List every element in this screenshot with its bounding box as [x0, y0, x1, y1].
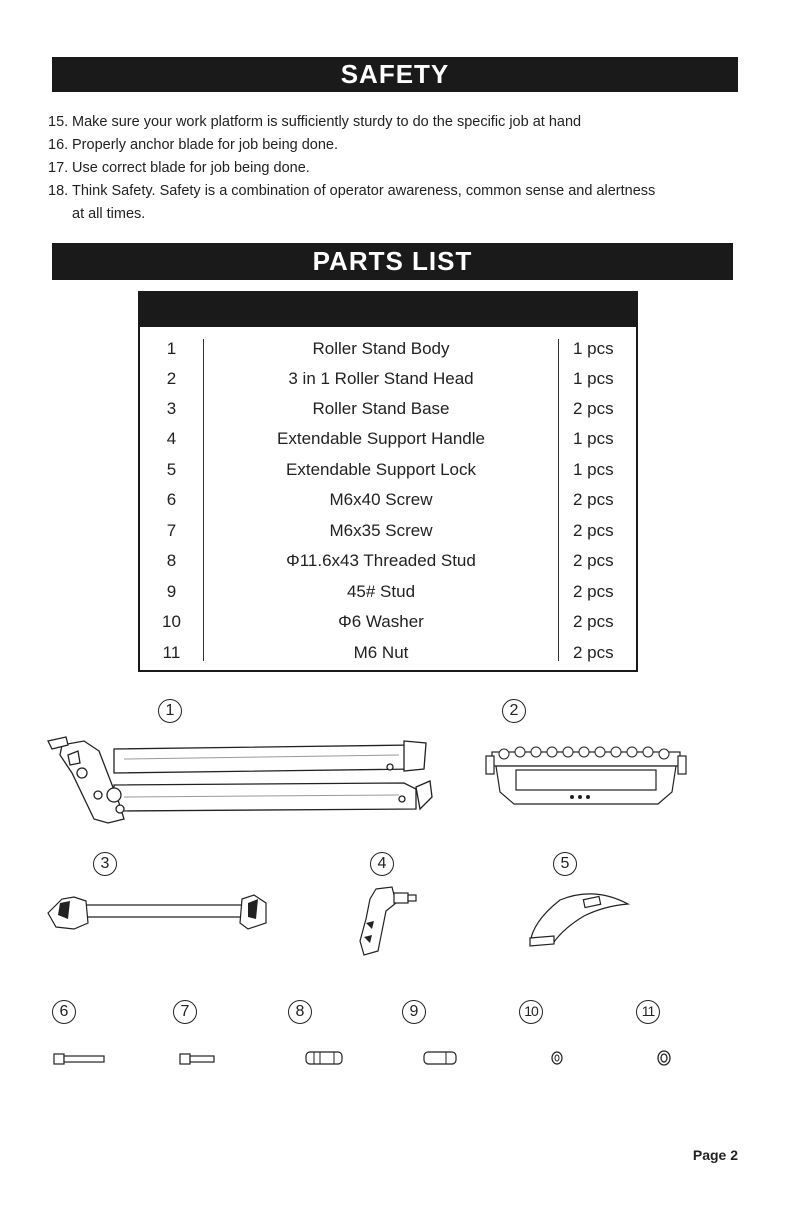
part-qty: 2 pcs	[573, 490, 614, 509]
page-number: Page 2	[692, 1147, 738, 1163]
part-qty: 1 pcs	[573, 339, 614, 358]
table-row	[140, 369, 636, 399]
roller-stand-base-drawing	[44, 893, 272, 935]
safety-list	[48, 111, 728, 226]
part-name: 3 in 1 Roller Stand Head	[288, 369, 474, 388]
item-text: Use correct blade for job being done.	[72, 160, 310, 176]
part-name: Roller Stand Base	[312, 399, 450, 418]
part-number: 4	[166, 429, 177, 448]
item-number: 17.	[48, 160, 69, 176]
safety-item-17	[48, 157, 728, 180]
item-text: Think Safety. Safety is a combination of operator awareness, common sense and alertness at all times.	[72, 183, 656, 222]
callout-8: 8	[288, 1000, 312, 1024]
part-number: 8	[166, 551, 177, 570]
m6x35-screw-drawing	[178, 1052, 216, 1066]
table-row	[140, 429, 636, 459]
part-qty: 2 pcs	[573, 399, 614, 418]
part-number: 2	[166, 369, 177, 388]
part-name: 45# Stud	[346, 582, 416, 601]
part-name: M6x40 Screw	[329, 490, 433, 509]
callout-3: 3	[93, 852, 117, 876]
safety-item-18	[48, 180, 728, 226]
roller-stand-head-drawing	[482, 742, 690, 818]
callout-1: 1	[158, 699, 182, 723]
item-text: Properly anchor blade for job being done.	[72, 137, 339, 153]
callout-6: 6	[52, 1000, 76, 1024]
callout-7: 7	[173, 1000, 197, 1024]
part-number: 6	[166, 490, 177, 509]
support-lock-drawing	[524, 888, 634, 948]
callout-5: 5	[553, 852, 577, 876]
part-name: Φ11.6x43 Threaded Stud	[286, 551, 476, 570]
threaded-stud-drawing	[302, 1048, 346, 1068]
part-number: 5	[166, 460, 177, 479]
part-name: Φ6 Washer	[338, 612, 424, 631]
part-name: Roller Stand Body	[312, 339, 450, 358]
part-name: Extendable Support Handle	[277, 429, 485, 448]
part-number: 3	[166, 399, 177, 418]
item-number: 16.	[48, 137, 69, 153]
callout-11: 11	[636, 1000, 660, 1024]
item-number: 15.	[48, 114, 69, 130]
table-row	[140, 460, 636, 490]
stud-45-drawing	[420, 1048, 460, 1068]
table-header-bar	[140, 293, 636, 327]
support-handle-drawing	[352, 883, 424, 958]
table-row	[140, 643, 636, 673]
part-qty: 2 pcs	[573, 582, 614, 601]
part-qty: 2 pcs	[573, 643, 614, 662]
table-row	[140, 521, 636, 551]
part-number: 9	[166, 582, 177, 601]
m6x40-screw-drawing	[52, 1052, 106, 1066]
table-row	[140, 612, 636, 642]
part-qty: 1 pcs	[573, 460, 614, 479]
table-row	[140, 339, 636, 369]
part-number: 7	[166, 521, 177, 540]
table-row	[140, 399, 636, 429]
safety-item-15	[48, 111, 728, 134]
table-row	[140, 490, 636, 520]
callout-2: 2	[502, 699, 526, 723]
part-qty: 1 pcs	[573, 429, 614, 448]
part-qty: 2 pcs	[573, 551, 614, 570]
callout-4: 4	[370, 852, 394, 876]
washer-drawing	[550, 1050, 564, 1066]
part-number: 11	[162, 643, 181, 662]
item-number: 18.	[48, 183, 69, 199]
safety-banner: SAFETY	[52, 57, 738, 92]
safety-item-16	[48, 134, 728, 157]
table-row	[140, 582, 636, 612]
part-qty: 2 pcs	[573, 521, 614, 540]
part-number: 1	[166, 339, 177, 358]
part-qty: 2 pcs	[573, 612, 614, 631]
callout-9: 9	[402, 1000, 426, 1024]
callout-10: 10	[519, 1000, 543, 1024]
item-text: Make sure your work platform is sufficiently sturdy to do the specific job at hand	[72, 114, 582, 130]
part-name: M6 Nut	[353, 643, 409, 662]
part-name: M6x35 Screw	[329, 521, 433, 540]
part-number: 10	[162, 612, 181, 631]
part-name: Extendable Support Lock	[286, 460, 476, 479]
part-qty: 1 pcs	[573, 369, 614, 388]
roller-stand-body-drawing	[44, 733, 434, 825]
parts-table	[138, 291, 638, 672]
parts-list-banner: PARTS LIST	[52, 243, 733, 280]
nut-drawing	[656, 1049, 672, 1067]
table-row	[140, 551, 636, 581]
